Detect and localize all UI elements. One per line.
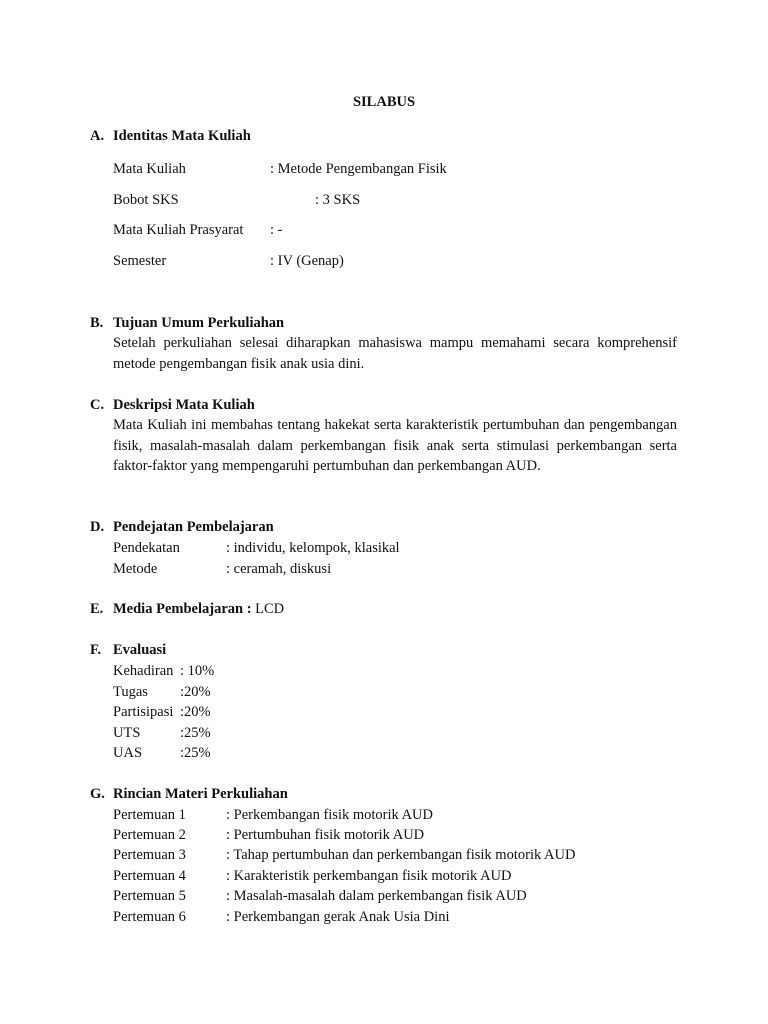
pertemuan-1-label: Pertemuan 1	[113, 807, 186, 823]
section-a-letter: A.	[90, 128, 105, 144]
section-f-letter: F.	[90, 642, 102, 658]
bobot-sks-value: : 3 SKS	[315, 192, 361, 208]
section-c-paragraph: Mata Kuliah ini membahas tentang hakekat serta karakteristik pertumbuhan dan pengembangan fisik, masalah-masalah dalam perkembangan fisik anak serta stimulasi perkembangan serta faktor-faktor yang mempengaruhi pertumbuhan dan perkembangan AUD.	[113, 417, 677, 474]
mata-kuliah-label: Mata Kuliah	[113, 161, 186, 177]
uas-label: UAS	[113, 745, 143, 761]
pertemuan-5-label: Pertemuan 5	[113, 888, 186, 904]
pendekatan-label: Pendekatan	[113, 540, 180, 556]
pertemuan-2-value: : Pertumbuhan fisik motorik AUD	[226, 827, 425, 843]
uas-value: :25%	[180, 745, 211, 761]
pertemuan-4-label: Pertemuan 4	[113, 868, 186, 884]
bobot-sks-label: Bobot SKS	[113, 192, 179, 208]
pertemuan-3-value: : Tahap pertumbuhan dan perkembangan fisik motorik AUD	[226, 847, 576, 863]
pertemuan-2-label: Pertemuan 2	[113, 827, 186, 843]
metode-value: : ceramah, diskusi	[226, 561, 332, 577]
section-b-letter: B.	[90, 315, 104, 331]
pertemuan-6-label: Pertemuan 6	[113, 909, 186, 925]
partisipasi-value: :20%	[180, 704, 211, 720]
uts-label: UTS	[113, 725, 141, 741]
tugas-label: Tugas	[113, 684, 148, 700]
kehadiran-value: : 10%	[180, 663, 215, 679]
section-f-heading: Evaluasi	[113, 642, 167, 658]
pertemuan-3-label: Pertemuan 3	[113, 847, 186, 863]
prasyarat-value: : -	[270, 222, 283, 238]
kehadiran-label: Kehadiran	[113, 663, 174, 679]
pendekatan-value: : individu, kelompok, klasikal	[226, 540, 400, 556]
partisipasi-label: Partisipasi	[113, 704, 174, 720]
section-b-heading: Tujuan Umum Perkuliahan	[113, 315, 285, 331]
section-a-heading: Identitas Mata Kuliah	[113, 128, 251, 144]
section-c-letter: C.	[90, 397, 105, 413]
section-e-value: LCD	[251, 601, 285, 617]
section-d-letter: D.	[90, 519, 105, 535]
section-e-line	[113, 601, 284, 618]
prasyarat-label: Mata Kuliah Prasyarat	[113, 222, 244, 238]
pertemuan-1-value: : Perkembangan fisik motorik AUD	[226, 807, 434, 823]
tugas-value: :20%	[180, 684, 211, 700]
pertemuan-4-value: : Karakteristik perkembangan fisik motorik AUD	[226, 868, 512, 884]
mata-kuliah-value: : Metode Pengembangan Fisik	[270, 161, 447, 177]
metode-label: Metode	[113, 561, 158, 577]
semester-label: Semester	[113, 253, 167, 269]
document-title: SILABUS	[352, 94, 416, 110]
semester-value: : IV (Genap)	[270, 253, 344, 269]
section-b-paragraph: Setelah perkuliahan selesai diharapkan mahasiswa mampu memahami secara komprehensif metode pengembangan fisik anak usia dini.	[113, 335, 677, 372]
pertemuan-6-value: : Perkembangan gerak Anak Usia Dini	[226, 909, 450, 925]
section-d-heading: Pendejatan Pembelajaran	[113, 519, 274, 535]
section-c-heading: Deskripsi Mata Kuliah	[113, 397, 255, 413]
section-e-heading: Media Pembelajaran :	[113, 601, 252, 617]
section-g-heading: Rincian Materi Perkuliahan	[113, 786, 288, 802]
section-g-letter: G.	[90, 786, 105, 802]
section-e-letter: E.	[90, 601, 104, 617]
pertemuan-5-value: : Masalah-masalah dalam perkembangan fisik AUD	[226, 888, 527, 904]
uts-value: :25%	[180, 725, 211, 741]
